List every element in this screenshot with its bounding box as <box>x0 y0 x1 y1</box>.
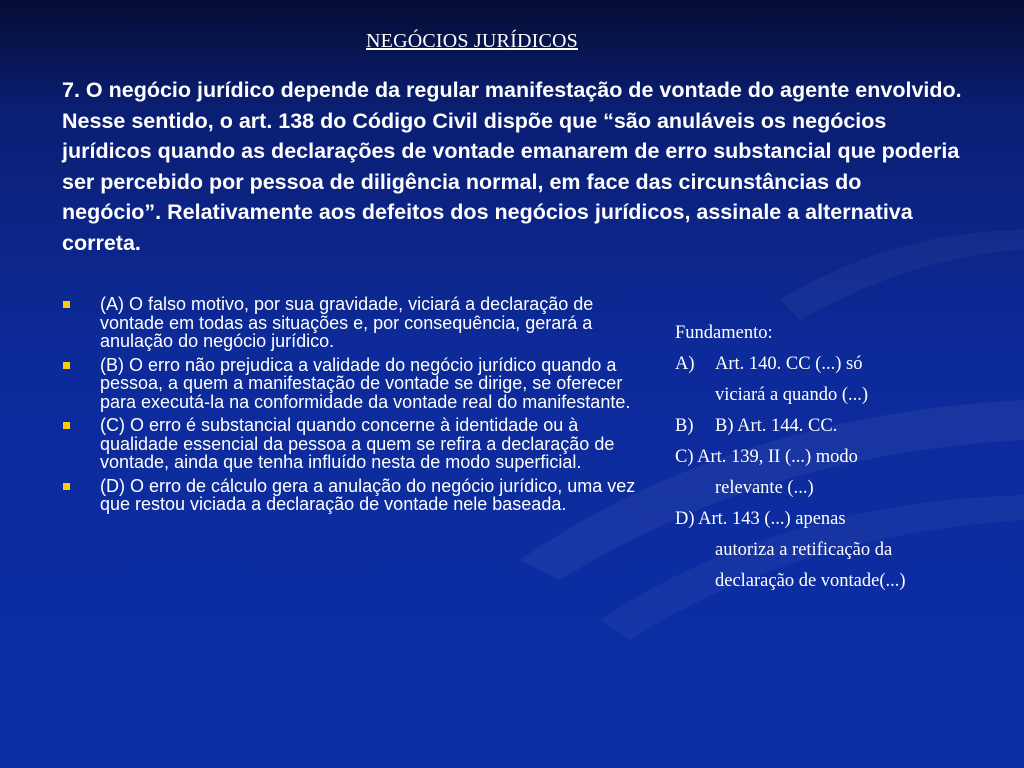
fundamento-c-continuation: relevante (...) <box>715 478 814 498</box>
fundamento-d: D) Art. 143 (...) apenas <box>675 509 846 529</box>
fundamento-panel <box>675 318 995 597</box>
square-bullet-icon <box>63 483 70 490</box>
fundamento-b-tag: B) <box>675 416 694 436</box>
option-c <box>60 416 650 472</box>
option-c-text: (C) O erro é substancial quando concerne à identidade ou à qualidade essencial da pessoa a quem se refira a declaração de vontade, ainda que tenha influído nesta de modo superficial. <box>100 415 615 472</box>
fundamento-a-text: Art. 140. CC (...) só <box>715 354 863 374</box>
fundamento-a-tag: A) <box>675 354 695 374</box>
fundamento-b <box>675 411 995 442</box>
square-bullet-icon <box>63 362 70 369</box>
fundamento-b-text: B) Art. 144. CC. <box>715 416 838 436</box>
fundamento-a-continuation: viciará a quando (...) <box>715 385 869 405</box>
fundamento-c: C) Art. 139, II (...) modo <box>675 447 858 467</box>
fundamento-d-continuation-1: autoriza a retificação da <box>715 540 893 560</box>
fundamento-a <box>675 349 995 380</box>
slide-title: NEGÓCIOS JURÍDICOS <box>366 30 578 52</box>
answer-options <box>60 295 650 519</box>
option-d <box>60 477 650 514</box>
fundamento-d-continuation-2: declaração de vontade(...) <box>715 571 906 591</box>
square-bullet-icon <box>63 422 70 429</box>
fundamento-heading: Fundamento: <box>675 323 773 343</box>
option-b-text: (B) O erro não prejudica a validade do negócio jurídico quando a pessoa, a quem a manifestação de vontade se dirige, se oferecer para executá-la na conformidade da vontade real do manifestante. <box>100 354 631 412</box>
square-bullet-icon <box>63 301 70 308</box>
option-b <box>60 356 650 412</box>
question-text: 7. O negócio jurídico depende da regular manifestação de vontade do agente envolvido. Nesse sentido, o art. 138 do Código Civil dispõe que “são anuláveis os negócios jurídicos quando as declarações de vontade emanarem de erro substancial que poderia ser percebido por pessoa de diligência normal, em face das circunstâncias do negócio”. Relativamente aos defeitos dos negócios jurídicos, assinale a alternativa correta. <box>62 78 962 255</box>
option-a-text: (A) O falso motivo, por sua gravidade, viciará a declaração de vontade em todas as situações e, por consequência, gerará a anulação do negócio jurídico. <box>100 294 594 351</box>
option-d-text: (D) O erro de cálculo gera a anulação do negócio jurídico, uma vez que restou viciada a declaração de vontade nele baseada. <box>100 475 636 514</box>
option-a <box>60 295 650 351</box>
